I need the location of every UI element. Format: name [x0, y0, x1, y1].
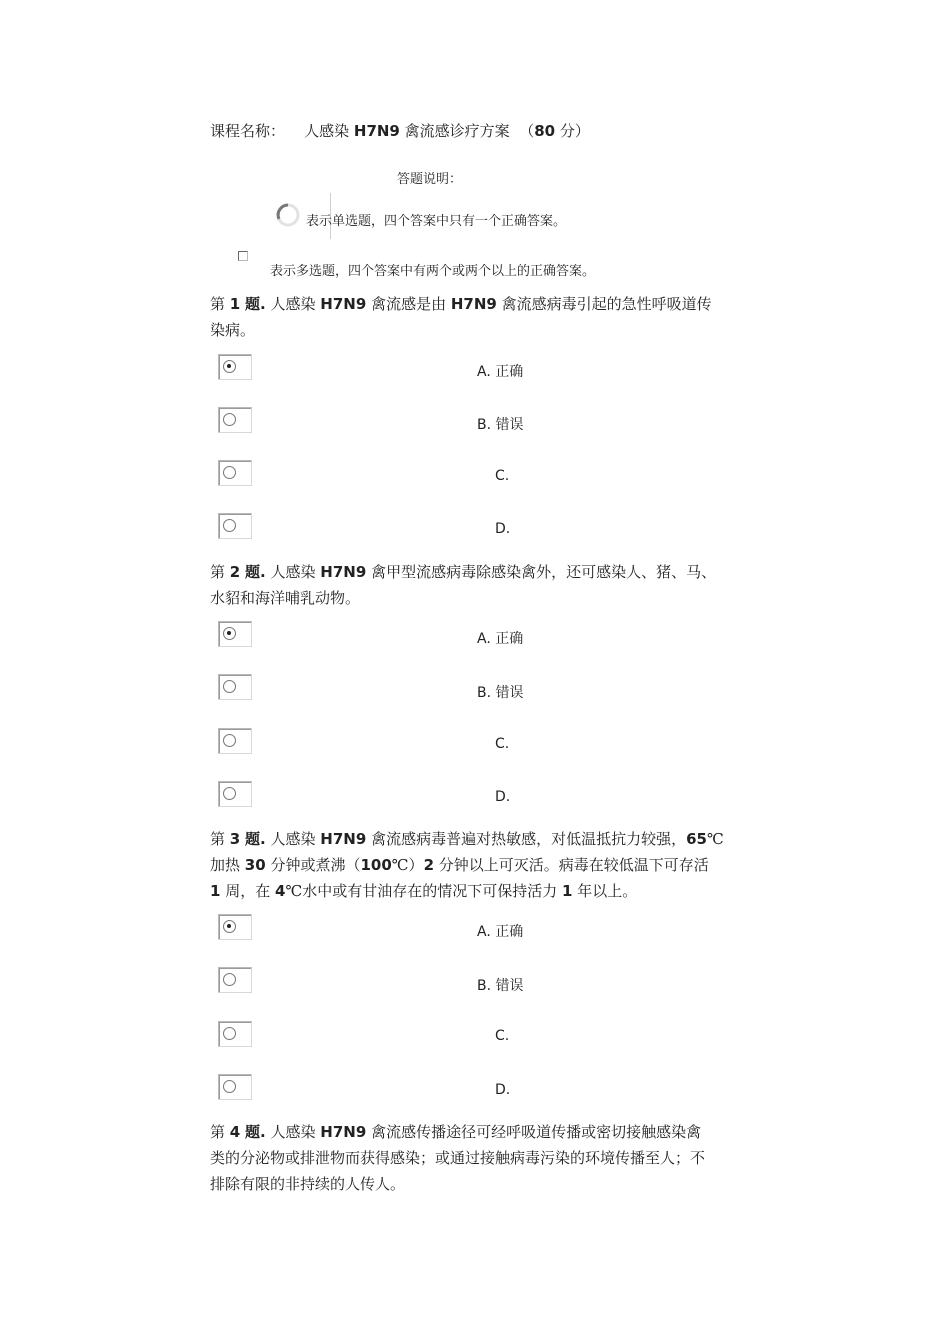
- instructions-heading: 答题说明：: [397, 172, 463, 187]
- radio-icon: [223, 680, 236, 693]
- option-c-label: C.: [495, 1028, 510, 1044]
- option-d-label: D.: [495, 1082, 511, 1098]
- option-d-radio[interactable]: [218, 1074, 252, 1100]
- option-a-radio[interactable]: [218, 354, 252, 380]
- option-b-radio[interactable]: [218, 407, 252, 433]
- radio-selected-icon: [223, 920, 236, 933]
- option-a-radio[interactable]: [218, 914, 252, 940]
- multi-choice-note: 表示多选题，四个答案中有两个或两个以上的正确答案。: [270, 264, 596, 279]
- option-c-radio[interactable]: [218, 728, 252, 754]
- option-c-radio[interactable]: [218, 1021, 252, 1047]
- option-a-radio[interactable]: [218, 621, 252, 647]
- course-title: 课程名称： 人感染 H7N9 禽流感诊疗方案 （80 分）: [210, 122, 590, 140]
- radio-selected-icon: [223, 627, 236, 640]
- option-a-label: A. 正确: [477, 631, 524, 647]
- question-3: 第 3 题. 人感染 H7N9 禽流感病毒普遍对热敏感，对低温抵抗力较强，65℃ 加热 30 分钟或煮沸（100℃）2 分钟以上可灭活。病毒在较低温下可存活 1 周，在 4℃水中或有甘油存在的情况下可保持活力 1 年以上。: [210, 830, 724, 900]
- radio-icon: [223, 413, 236, 426]
- option-a-label: A. 正确: [477, 924, 524, 940]
- radio-icon: [223, 1027, 236, 1040]
- option-d-radio[interactable]: [218, 513, 252, 539]
- option-b-label: B. 错误: [477, 978, 524, 994]
- radio-selected-icon: [223, 360, 236, 373]
- question-2: 第 2 题. 人感染 H7N9 禽甲型流感病毒除感染禽外，还可感染人、猪、马、 水貂和海洋哺乳动物。: [210, 563, 717, 607]
- question-1: 第 1 题. 人感染 H7N9 禽流感是由 H7N9 禽流感病毒引起的急性呼吸道传 染病。: [210, 295, 712, 339]
- option-d-label: D.: [495, 521, 511, 537]
- radio-icon: [223, 1080, 236, 1093]
- radio-icon: [223, 519, 236, 532]
- option-b-label: B. 错误: [477, 417, 524, 433]
- radio-icon: [223, 973, 236, 986]
- option-c-radio[interactable]: [218, 460, 252, 486]
- radio-icon: [223, 466, 236, 479]
- option-c-label: C.: [495, 736, 510, 752]
- single-choice-note: 表示单选题，四个答案中只有一个正确答案。: [306, 214, 567, 229]
- option-b-radio[interactable]: [218, 967, 252, 993]
- radio-icon: [223, 734, 236, 747]
- option-a-label: A. 正确: [477, 364, 524, 380]
- option-b-label: B. 错误: [477, 685, 524, 701]
- radio-icon: [223, 787, 236, 800]
- option-d-label: D.: [495, 789, 511, 805]
- checkbox-icon: [238, 251, 248, 261]
- spinner-radio-icon: [276, 203, 300, 227]
- question-4: 第 4 题. 人感染 H7N9 禽流感传播途径可经呼吸道传播或密切接触感染禽 类的分泌物或排泄物而获得感染；或通过接触病毒污染的环境传播至人；不 排除有限的非持续的人传人。: [210, 1123, 706, 1193]
- option-d-radio[interactable]: [218, 781, 252, 807]
- option-b-radio[interactable]: [218, 674, 252, 700]
- option-c-label: C.: [495, 468, 510, 484]
